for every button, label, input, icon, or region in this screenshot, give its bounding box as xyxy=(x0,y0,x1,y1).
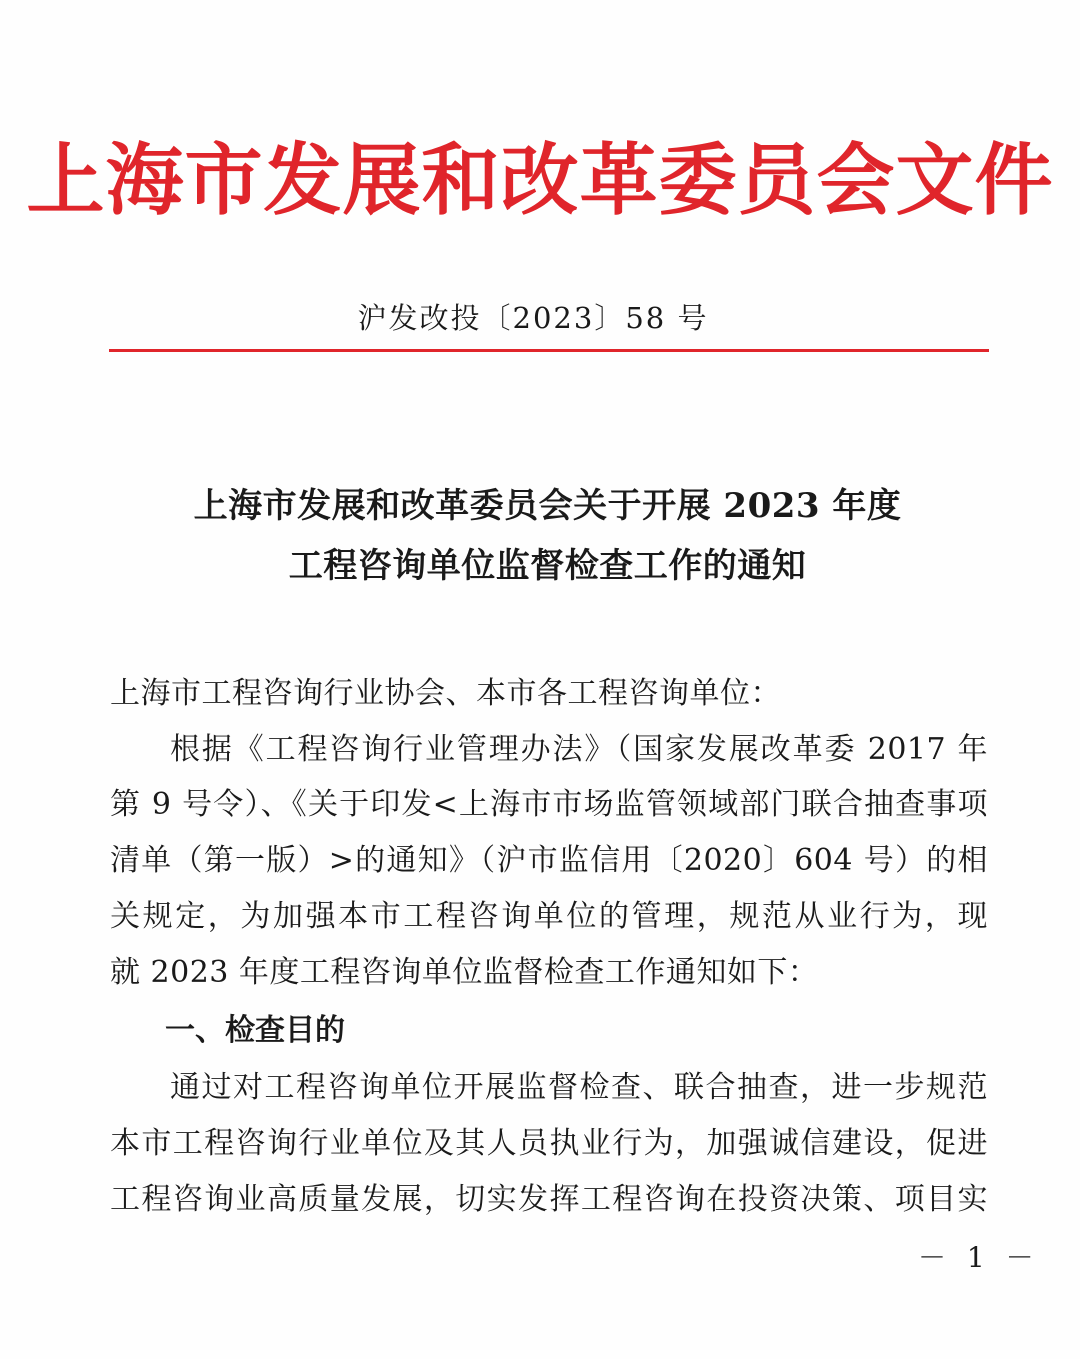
document-number: 沪发改投〔2023〕58 号 xyxy=(357,301,709,335)
section-1-heading: 一、检查目的 xyxy=(165,1013,345,1048)
paragraph-2-line-2: 本市工程咨询行业单位及其人员执业行为，加强诚信建设，促进 xyxy=(110,1126,988,1161)
paragraph-1-line-2: 第 9 号令）、《关于印发<上海市市场监管领域部门联合抽查事项 xyxy=(110,787,988,822)
paragraph-1-line-1: 根据《工程咨询行业管理办法》（国家发展改革委 2017 年 xyxy=(170,732,988,767)
paragraph-1-line-5: 就 2023 年度工程咨询单位监督检查工作通知如下： xyxy=(110,955,819,990)
paragraph-1-line-3: 清单（第一版）>的通知》（沪市监信用〔2020〕604 号）的相 xyxy=(110,843,988,878)
addressee-line: 上海市工程咨询行业协会、本市各工程咨询单位： xyxy=(110,676,781,711)
masthead-red-rule xyxy=(109,349,989,352)
document-title-line-1: 上海市发展和改革委员会关于开展 2023 年度 xyxy=(193,486,902,526)
paragraph-1-line-4: 关规定，为加强本市工程咨询单位的管理，规范从业行为，现 xyxy=(110,899,988,934)
paragraph-2-line-1: 通过对工程咨询单位开展监督检查、联合抽查，进一步规范 xyxy=(170,1070,988,1105)
paragraph-2-line-3: 工程咨询业高质量发展，切实发挥工程咨询在投资决策、项目实 xyxy=(110,1182,988,1217)
page-number: － 1 － xyxy=(918,1241,1040,1274)
document-title-line-2: 工程咨询单位监督检查工作的通知 xyxy=(288,546,807,586)
document-masthead: 上海市发展和改革委员会文件 xyxy=(26,135,1054,226)
